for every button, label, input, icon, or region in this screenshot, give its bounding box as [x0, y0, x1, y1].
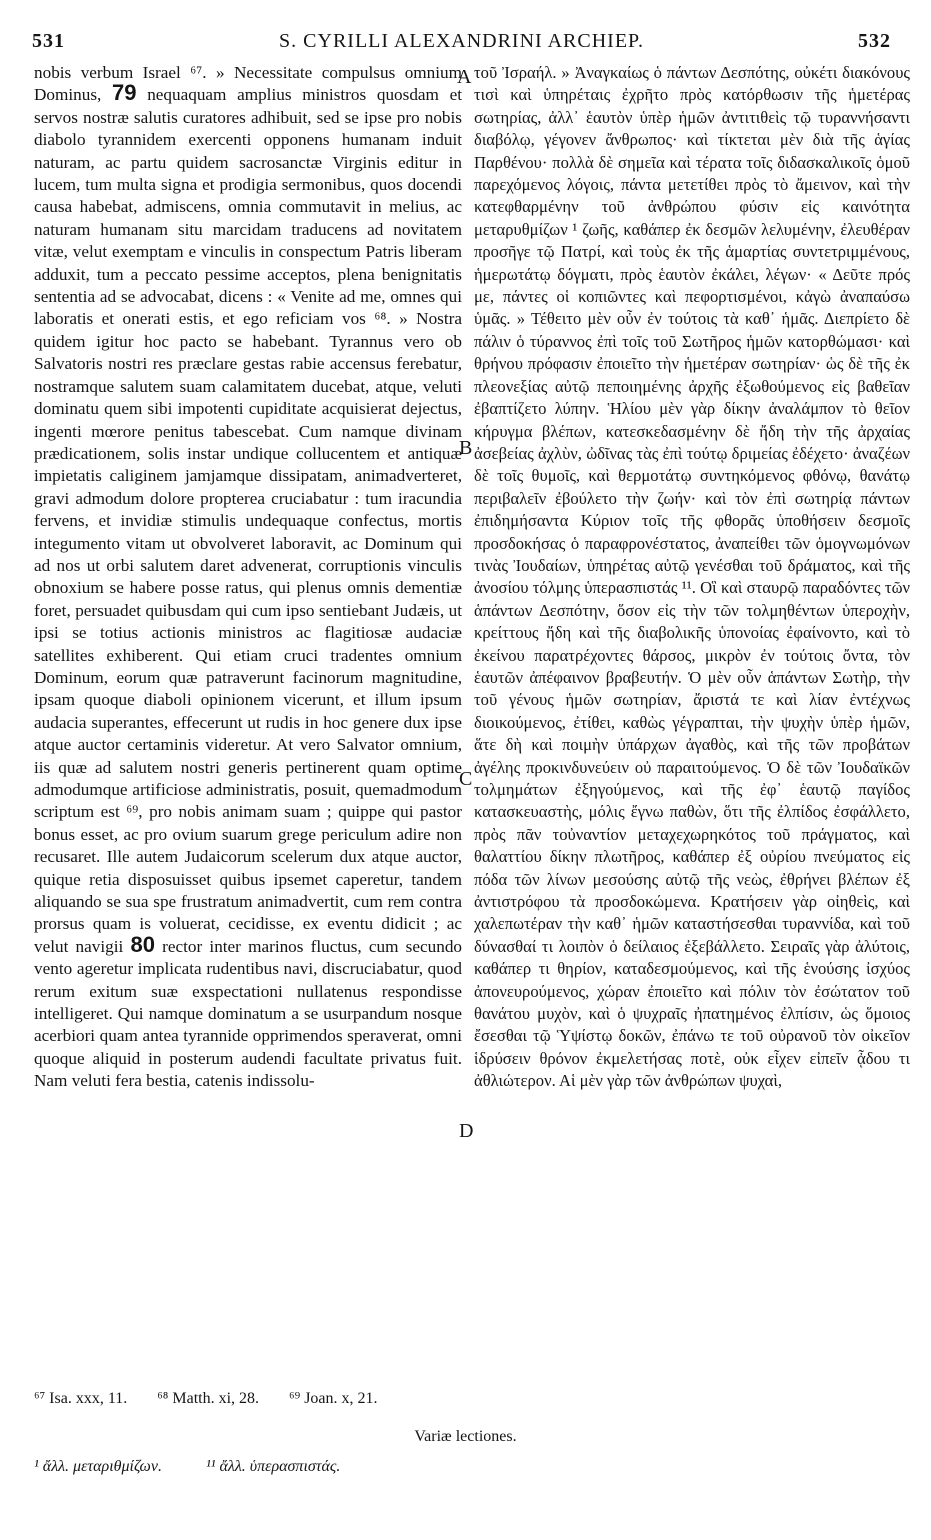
section-letter-d: D	[459, 1120, 474, 1142]
right-page-number: 532	[858, 30, 891, 52]
variant-reading: ¹ ἄλλ. μεταριθμίζων.	[34, 1458, 162, 1475]
variae-lectiones	[34, 1458, 634, 1476]
section-letter-c: C	[459, 768, 473, 790]
footnotes	[34, 1390, 462, 1408]
latin-text-segment: rector inter marinos fluctus, cum secundo vento ageretur implicata rudentibus navi, discruciabatur, quod rerum exitum suæ exspectationi nullatenus respondisse intelligeret. Qui namque dominatum a se usurpandum nosque acerbiori quam antea tyrannide opprimendos speraverat, omni quoque aliquid in posterum audendi facultate privatus fuit. Nam veluti fera bestia, catenis indissolu-	[34, 936, 462, 1091]
section-letter-b: B	[459, 437, 473, 459]
footnote: ⁶⁸ Matth. xi, 28.	[157, 1390, 260, 1407]
footnote: ⁶⁹ Joan. x, 21.	[289, 1390, 378, 1407]
variae-lectiones-heading: Variæ lectiones.	[414, 1428, 517, 1445]
left-page-number: 531	[32, 30, 65, 52]
variant-reading: ¹¹ ἄλλ. ὑπερασπιστάς.	[205, 1458, 341, 1475]
greek-paragraph: τοῦ Ἰσραήλ. » Ἀναγκαίως ὁ πάντων Δεσπότης, οὐκέτι διακόνους τισὶ καὶ ὑπηρέταις ἐχρῆτο πρὸς κατόρθωσιν τῆς ἡμετέρας σωτηρίας, ἀλλ᾽ ἑαυτὸν ὑπὲρ ἡμῶν ἀντιτιθεὶς τῷ τυραννήσαντι διαβόλῳ, γέγονεν ἄνθρωπος· καὶ τίκτεται μὲν διὰ τῆς ἁγίας Παρθένου· πολλὰ δὲ σημεῖα καὶ τέρατα τοῖς διδασκαλικοῖς ὁμοῦ παρεχόμενος λόγοις, πάντα μετετίθει πρὸς τὸ ἄμεινον, καὶ τὴν κατεφθαρμένην τοῦ ἀνθρώπου φύσιν εἰς καινότητα μεταρυθμίζων ¹ ζωῆς, καθάπερ ἐκ δεσμῶν λελυμένην, ἐλευθέραν προσῆγε τῷ Πατρί, καὶ τοὺς ἐκ τῆς ἁμαρτίας συντετριμμένους, ἡμερωτάτῳ δόγματι, πρὸς ἑαυτὸν ἐκάλει, λέγων· « Δεῦτε πρός με, πάντες οἱ κοπιῶντες καὶ πεφορτισμένοι, κἀγὼ ἀναπαύσω ὑμᾶς. » Τέθειτο μὲν οὖν ἐν τούτοις τὰ καθ᾽ ἡμᾶς. Διεπρίετο δὲ πάλιν ὁ τύραννος ἐπὶ τοῖς τοῦ Σωτῆρος ἡμῶν κατορθώμασι· καὶ θρήνου πρόφασιν ἐποιεῖτο τὴν ἡμετέραν σωτηρίαν· ὡς δὲ τῆς ἐκ πλεονεξίας αὐτῷ πεποιημένης ἀρχῆς ἐξωθούμενος εἰς βαθεῖαν ἐβαπτίζετο λύπην. Ἡλίου μὲν γὰρ δίκην ἀναλάμπον τὸ θεῖον κήρυγμα βλέπων, κατεσκεδασμένην δὲ ἤδη τὴν τῆς ἀρχαίας ἀσεβείας ἀχλὺν, ὠδῖνας τὰς ἐπὶ τούτῳ δριμείας ἐδέχετο· ἀναζέων δὲ τοῖς θυμοῖς, καὶ θερμοτάτῳ συντηκόμενος φθόνῳ, θανάτῳ περιβαλεῖν ἐβούλετο τὴν ζωήν· καὶ τὸν ἐπὶ σωτηρίᾳ πάντων ἐπιδημήσαντα Κύριον τοῖς τῆς φθορᾶς ὑποθήσειν δεσμοῖς προσδοκήσας ὁ παραφρονέστατος, ἀναπείθει τῶν ὁμογνωμόνων τινὰς Ἰουδαίων, ὑπηρέτας αὐτῷ γενέσθαι τοῦ δράματος, καὶ τῆς ἀνοσίου τόλμης ὑπερασπιστάς ¹¹. Οἳ καὶ σταυρῷ παραδόντες τῶν ἁπάντων Δεσπότην, ὅσον εἰς τὴν τῶν τολμηθέντων ὑπεροχὴν, κρείττους ἤδη καὶ τῆς διαβολικῆς ὑπονοίας ἐφαίνοντο, καὶ τὸ ἐκείνου παρατρέχοντες θάρσος, μικρὸν ἐν τούτοις ὄντα, τὸν ἑαυτῶν ἀπέφαινον βραβευτήν. Ὁ μὲν οὖν ἁπάντων Σωτὴρ, τὴν τοῦ γένους ἡμῶν σωτηρίαν, ἄριστά τε καὶ λίαν ἐντέχνως διοικούμενος, ἐτίθει, καθὼς γέγραπται, τὴν ψυχὴν ὑπὲρ ἡμῶν, ἅτε δὴ καὶ ποιμὴν ὑπάρχων ἀγαθὸς, καὶ τῆς τῶν προβάτων ἀγέλης προκινδυνεύειν οὐ παραιτούμενος. Ὁ δὲ τῶν Ἰουδαϊκῶν τολμημάτων ἐξηγούμενος, καὶ τῆς ἐφ᾽ ἑαυτῷ παγίδος κατασκευαστὴς, μόλις ἔγνω παθὼν, ὅτι τῆς ἐλπίδος ἐσφάλλετο, πρὸς πᾶν τοὐναντίον μεταχεχωρηκότος τοῦ πράγματος, καὶ θαλαττίου δίκην πλωτῆρος, καθάπερ ἐξ οὐρίου πνεύματος εἰς πόδα τῶν λίνων μεσούσης αὐτῷ τῆς νεὼς, ἐθρήνει βλέπων ἐξ ἀντιστρόφου τὰ προσδοκώμενα. Κρατήσειν γὰρ οἰηθεὶς, καὶ χαλεπωτέραν τὴν καθ᾽ ἡμῶν καταστήσεσθαι τυραννίδα, καὶ τοῦ δύνασθαί τι λοιπὸν ὁ δείλαιος ἐξεβάλλετο. Σειραῖς γὰρ ἀλύτοις, καθάπερ τι θηρίον, καταδεσμούμενος, καὶ τῆς ἑνούσης ἰσχύος ἀπονευρούμενος, χώραν ἐποιεῖτο καὶ πόλιν τὸν ἐσώτατον τοῦ θανάτου μυχὸν, καὶ ὁ ψυχραῖς ἠπατημένος ἐλπίσιν, ὡς ὅμοιος ἔσεσθαι τῷ Ὑψίστῳ δοκῶν, ἐπάνω τε τοῦ οὐρανοῦ τὸν οἰκεῖον ἱδρύσειν θρόνον ἐκμελετήσας ποτὲ, οὐκ εἶχεν εἰπεῖν ᾆδου τι ἀθλιώτερον. Αἱ μὲν γὰρ τῶν ἀνθρώπων ψυχαὶ,	[474, 63, 910, 1091]
page-title: S. CYRILLI ALEXANDRINI ARCHIEP.	[279, 30, 644, 52]
latin-text-segment: nobis verbum Israel ⁶⁷. » Necessitate compulsus omnium Dominus,	[34, 63, 462, 105]
column-number-marker: 80	[130, 931, 155, 957]
greek-column	[474, 62, 910, 1402]
running-head	[32, 30, 891, 60]
column-number-marker: 79	[112, 80, 137, 106]
latin-paragraph	[34, 62, 462, 1093]
latin-text-segment: nequaquam amplius ministros quosdam et servos nostræ salutis curatores adhibuit, sed se ipse pro nobis diabolo tyrannidem exercenti opponens humanam induit naturam, ac partu quidem sacrosanctæ Virginis editur in lucem, tum multa signa et prodigia sermonibus, quos docendi causa habebat, admiscens, omnia commutavit in melius, ac naturam humanam situ marcidam traducens ad novitatem vitæ, velut exemptam e vinculis in conspectum Patris liberam adduxit, tum a peccato pessime acceptos, plena benignitatis sententia ad se advocabat, dicens : « Venite ad me, omnes qui laboratis et onerati estis, et ego reficiam vos ⁶⁸. » Nostra quidem igitur hoc pacto se habebant. Tyrannus vero ob Salvatoris nostri res præclare gestas rabie accensus ferebatur, nostramque salutem suam calamitatem ducebat, atque, veluti dominatu quem sibi impotenti cupiditate acquisierat dejectus, ingenti mœrore penitus tabescebat. Cum namque divinam prædicationem, solis instar undique collucentem et antiquæ impietatis caliginem jamjamque dissipatam, animadverteret, gravi admodum dolore propterea cruciabatur : tum iracundia fervens, et invidiæ stimulis undequaque confectus, mortis integumento vitam ut obvolveret laboravit, ac Dominum qui ad nos ut orbi salutem daret advenerat, corruptionis vinculis obnoxium se habere posse ratus, qui plenus omnis dementiæ foret, persuadet quibusdam qui cum ipso sentiebant Judæis, ut ipsi se totius actionis ministros ac flagitiosæ audaciæ satellites exhiberent. Qui etiam cruci tradentes omnium Dominum, eorum quæ patraverunt facinorum magnitudine, ipsam quoque diaboli opinionem vicerunt, et illum ipsum audacia superantes, effecerunt ut rudis in hoc genere dux ipse atque auctor certaminis videretur. At vero Salvator omnium, iis quæ ad salutem nostri generis pertinerent quam optime admodumque artificiose administratis, posuit, quemadmodum scriptum est ⁶⁹, pro nobis animam suam ; quippe qui pastor bonus esset, ac pro ovium suarum grege periculum adire non recusaret. Ille autem Judaicorum scelerum dux atque auctor, quique retia disposuisset quibus ipsemet caperetur, tandem aliquando se sua spe frustratum animadvertit, cum rem contra prorsus quam is voluerat, cecidisse, ex eventu didicit ; ac velut navigii	[34, 85, 462, 956]
section-letter-a: A	[457, 66, 472, 88]
latin-column	[34, 62, 462, 1402]
footnote: ⁶⁷ Isa. xxx, 11.	[34, 1390, 128, 1407]
